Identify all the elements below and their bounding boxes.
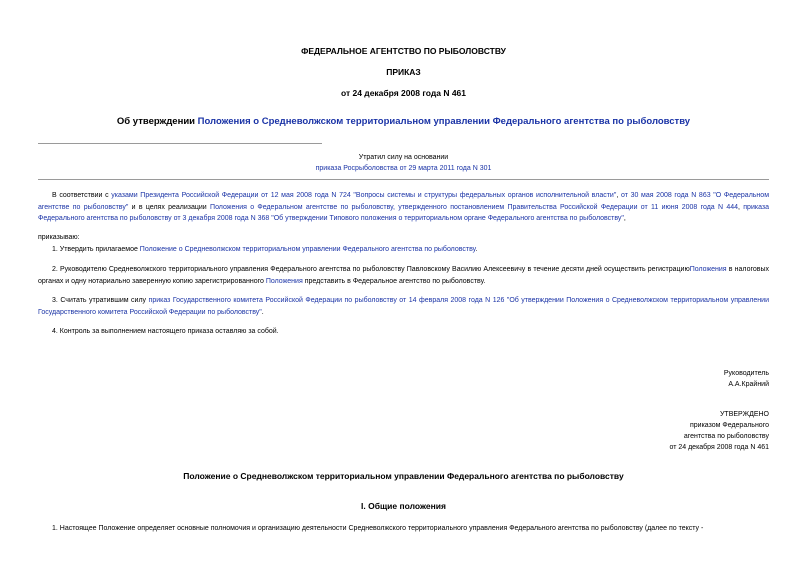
document-title <box>38 116 769 127</box>
notice-bottom-rule <box>38 179 769 180</box>
signature-block <box>724 368 769 390</box>
order-item-4: 4. Контроль за выполнением настоящего приказа оставляю за собой. <box>52 328 279 335</box>
approval-line-2: приказом Федерального <box>689 422 769 429</box>
signature-role: Руководитель <box>723 370 769 377</box>
signature-name: А.А.Крайний <box>728 381 769 388</box>
repeal-notice <box>38 152 769 174</box>
title-regulation-link[interactable]: Положения о Средневолжском территориальном управлении Федерального агентства по рыболовству <box>197 116 691 127</box>
section-1-paragraph-1: 1. Настоящее Положение определяет основные полномочия и организацию деятельности Средневолжского территориального управления Федерального агентства по рыболовству (далее по тексту - <box>52 525 704 532</box>
agency-heading: ФЕДЕРАЛЬНОЕ АГЕНТСТВО ПО РЫБОЛОВСТВУ <box>301 46 506 56</box>
notice-top-rule <box>38 143 322 144</box>
item2-regulation-link-1[interactable]: Положения <box>689 266 727 273</box>
doc-type-heading: ПРИКАЗ <box>386 67 421 77</box>
repeal-notice-text: Утратил силу на основании <box>358 154 449 161</box>
preamble-link-decree-724[interactable]: указами Президента Российской Федерации от 12 мая 2008 года N 724 "Вопросы системы и структуры федеральных органов исполнительной власти" <box>111 192 617 199</box>
preamble-link-order-368[interactable]: приказа Федерального агентства по рыболовству от 3 декабря 2008 года N 368 "Об утверждении Типового положения о территориальном органе Федерального агентства по рыболовству" <box>38 203 769 222</box>
regulation-title: Положение о Средневолжском территориальном управлении Федерального агентства по рыболовству <box>183 471 624 481</box>
order-item-1: 1. Утвердить прилагаемое Положение о Средневолжском территориальном управлении Федерального агентства по рыболовству. <box>52 246 478 253</box>
item2-regulation-link-2[interactable]: Положения <box>265 277 303 285</box>
doc-date-heading: от 24 декабря 2008 года N 461 <box>340 88 467 98</box>
approval-line-1: УТВЕРЖДЕНО <box>719 411 769 418</box>
item3-repealed-order-link[interactable]: приказ Государственного комитета Российской Федерации по рыболовству от 14 февраля 2008 года N 126 "Об утверждении Положения о Средневолжском территориальном управлении Государственного комитета Российской Федерации по рыболовству" <box>38 297 769 316</box>
item1-regulation-link[interactable]: Положение о Средневолжском территориальном управлении Федерального агентства по рыболовству <box>139 246 476 253</box>
section-1-title: I. Общие положения <box>361 501 446 511</box>
preamble-paragraph: В соответствии с указами Президента Российской Федерации от 12 мая 2008 года N 724 "Вопросы системы и структуры федеральных органов исполнительной власти", от 30 мая 2008 года N 863 "О Федеральном агентстве по рыболовству" и в целях реализации Положения о Федеральном агентстве по рыболовству, утвержденного постановлением Правительства Российской Федерации от 11 июня 2008 года N 444, приказа Федерального агентства по рыболовству от 3 декабря 2008 года N 368 "Об утверждении Типового положения о территориальном органе Федерального агентства по рыболовству", <box>38 192 770 222</box>
repeal-notice-link[interactable]: приказа Росрыболовства от 29 марта 2011 года N 301 <box>315 165 492 172</box>
preamble-link-regulation-444[interactable]: Положения о Федеральном агентстве по рыболовству, утвержденного постановлением Правительства Российской Федерации от 11 июня 2008 года N 444 <box>210 203 739 211</box>
title-prefix: Об утверждении <box>116 116 198 127</box>
approval-line-4: от 24 декабря 2008 года N 461 <box>669 444 769 451</box>
order-item-2: 2. Руководителю Средневолжского территориального управления Федерального агентства по рыболовству Павловскому Василию Алексеевичу в течение десяти дней осуществить регистрациюПоложения в налоговых органах и одну нотариально заверенную копию зарегистрированного Положения представить в Федеральное агентство по рыболовству. <box>38 266 770 285</box>
order-word: приказываю: <box>38 234 80 241</box>
approval-line-3: агентства по рыболовству <box>683 433 769 440</box>
approval-block <box>669 409 769 453</box>
preamble-link-decree-863[interactable]: от 30 мая 2008 года N 863 "О Федеральном агентстве по рыболовству" <box>38 192 770 211</box>
order-item-3: 3. Считать утратившим силу приказ Государственного комитета Российской Федерации по рыболовству от 14 февраля 2008 года N 126 "Об утверждении Положения о Средневолжском территориальном управлении Государственного комитета Российской Федерации по рыболовству". <box>38 297 769 316</box>
